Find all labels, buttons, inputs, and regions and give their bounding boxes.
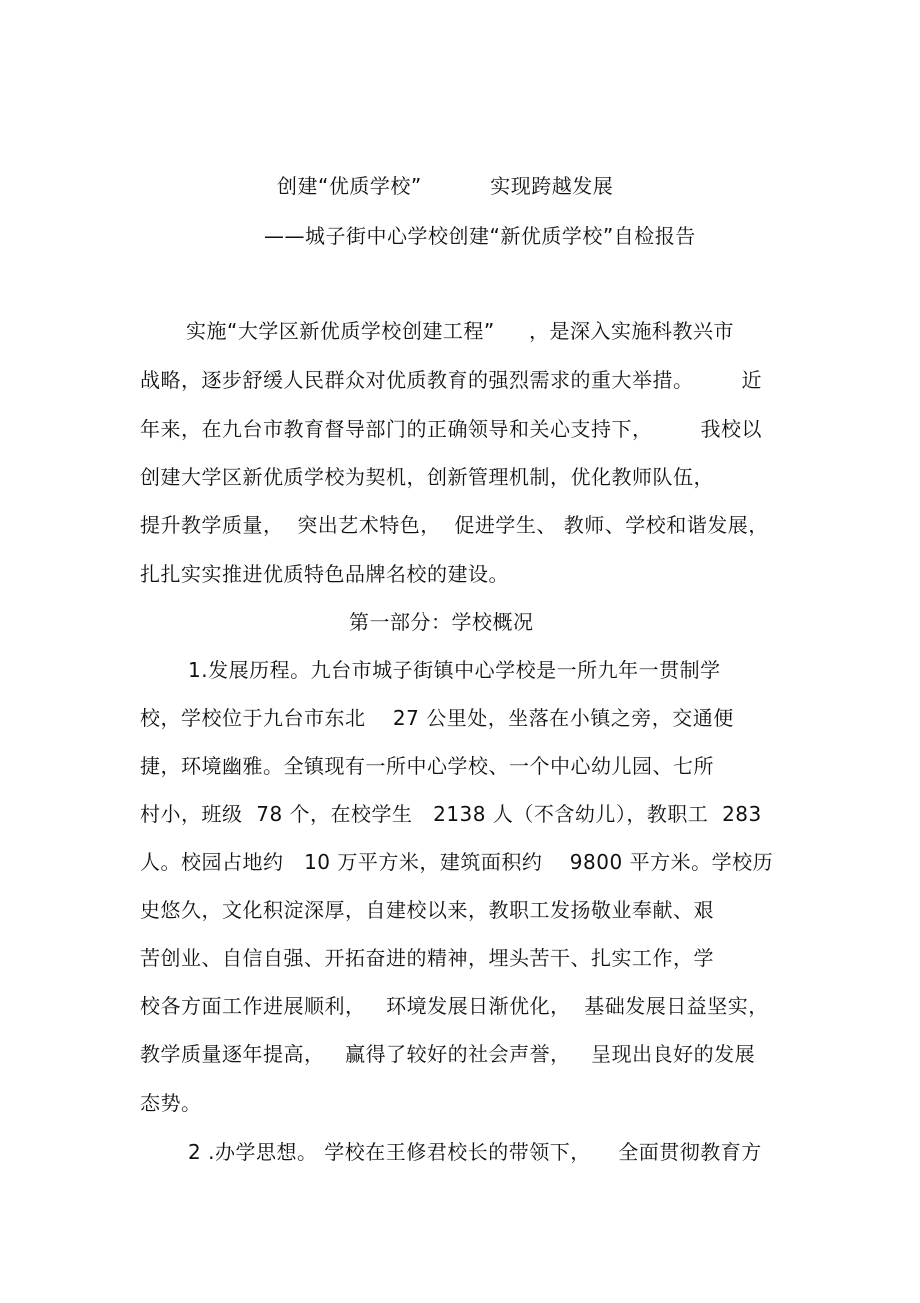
section-heading: 第一部分：学校概况	[349, 610, 534, 634]
document-subtitle: ——城子街中心学校创建“新优质学校”自检报告	[264, 224, 696, 248]
section-line-8: 校各方面工作进展顺利， 环境发展日渐优化， 基础发展日益坚实，	[140, 994, 769, 1018]
section-line-5: 人。校园占地约 10 万平方米，建筑面积约 9800 平方米。学校历	[140, 850, 774, 874]
section-line-11: 2 .办学思想。 学校在王修君校长的带领下， 全面贯彻教育方	[188, 1140, 762, 1164]
section-line-9: 教学质量逐年提高， 赢得了较好的社会声誉， 呈现出良好的发展	[140, 1042, 756, 1066]
intro-line-4: 创建大学区新优质学校为契机，创新管理机制，优化教师队伍，	[140, 465, 714, 489]
intro-line-3: 年来，在九台市教育督导部门的正确领导和关心支持下， 我校以	[140, 417, 763, 441]
section-line-7: 苦创业、自信自强、开拓奋进的精神，埋头苦干、扎实工作，学	[140, 946, 714, 970]
section-line-2: 校，学校位于九台市东北 27 公里处，坐落在小镇之旁，交通便	[140, 706, 734, 730]
intro-line-5: 提升教学质量， 突出艺术特色， 促进学生、 教师、学校和谐发展，	[140, 513, 769, 537]
intro-line-1: 实施“大学区新优质学校创建工程” ，是深入实施科教兴市	[186, 319, 735, 343]
section-line-6: 史悠久，文化积淀深厚，自建校以来，教职工发扬敬业奉献、艰	[140, 898, 714, 922]
intro-line-6: 扎扎实实推进优质特色品牌名校的建设。	[140, 562, 509, 586]
section-line-4: 村小，班级 78 个，在校学生 2138 人（不含幼儿），教职工 283	[140, 802, 762, 826]
document-title: 创建“优质学校” 实现跨越发展	[277, 174, 614, 198]
section-line-1: 1.发展历程。九台市城子街镇中心学校是一所九年一贯制学	[188, 658, 721, 682]
intro-line-2: 战略，逐步舒缓人民群众对优质教育的强烈需求的重大举措。 近	[140, 368, 763, 392]
section-line-3: 捷，环境幽雅。全镇现有一所中心学校、一个中心幼儿园、七所	[140, 754, 714, 778]
section-line-10: 态势。	[140, 1091, 202, 1115]
